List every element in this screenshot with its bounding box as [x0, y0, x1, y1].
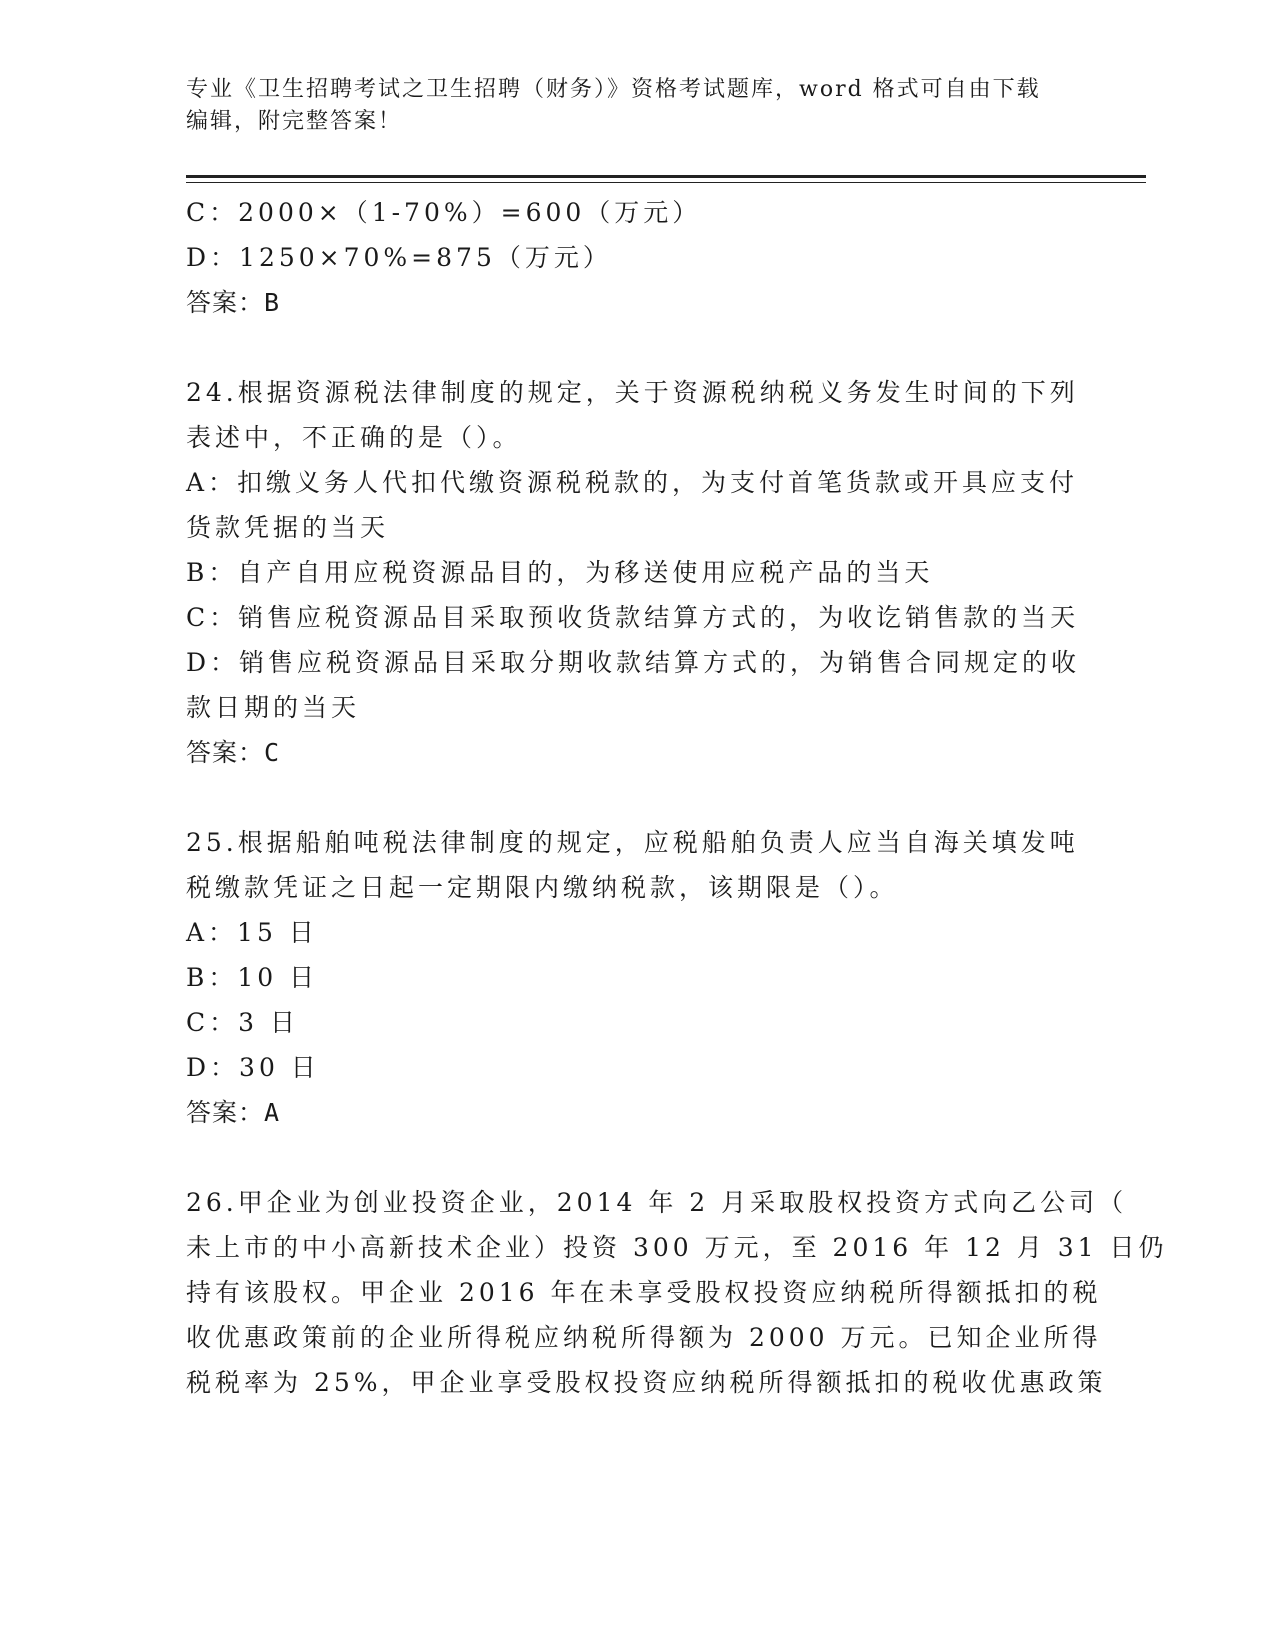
question-25: [186, 820, 1086, 1135]
spacer: [186, 775, 1086, 820]
option-d: D：30 日: [186, 1053, 320, 1082]
answer: 答案：B: [186, 288, 281, 317]
previous-question-tail: [186, 190, 1086, 325]
option-c: C：2000×（1-70%）=600（万元）: [186, 198, 702, 227]
spacer: [186, 1135, 1086, 1180]
option-a: 货款凭据的当天: [186, 513, 390, 542]
header-line-2: 编辑，附完整答案！: [186, 109, 403, 134]
option-d: D：1250×70%=875（万元）: [186, 243, 612, 272]
header-rule-thin: [186, 182, 1146, 183]
answer: 答案：A: [186, 1098, 281, 1127]
question-stem: 持有该股权。甲企业 2016 年在未享受股权投资应纳税所得额抵扣的税: [186, 1278, 1102, 1307]
question-stem: 税税率为 25%，甲企业享受股权投资应纳税所得额抵扣的税收优惠政策: [186, 1368, 1107, 1397]
option-d: 款日期的当天: [186, 693, 361, 722]
option-d: D：销售应税资源品目采取分期收款结算方式的，为销售合同规定的收: [186, 648, 1081, 677]
question-stem: 未上市的中小高新技术企业）投资 300 万元，至 2016 年 12 月 31 日仍: [186, 1233, 1168, 1262]
answer: 答案：C: [186, 738, 281, 767]
question-stem: 表述中，不正确的是（）。: [186, 423, 522, 452]
question-stem: 26.甲企业为创业投资企业，2014 年 2 月采取股权投资方式向乙公司（: [186, 1188, 1128, 1217]
question-stem: 收优惠政策前的企业所得税应纳税所得额为 2000 万元。已知企业所得: [186, 1323, 1102, 1352]
document-header: [186, 74, 1066, 138]
option-b: B：10 日: [186, 963, 319, 992]
spacer: [186, 325, 1086, 370]
document-body: [186, 190, 1168, 1405]
option-c: C：3 日: [186, 1008, 299, 1037]
question-24: [186, 370, 1086, 775]
question-26: [186, 1180, 1168, 1405]
header-rule-thick: [186, 175, 1146, 178]
question-stem: 税缴款凭证之日起一定期限内缴纳税款，该期限是（）。: [186, 873, 899, 902]
question-stem: 24.根据资源税法律制度的规定，关于资源税纳税义务发生时间的下列: [186, 378, 1079, 407]
option-a: A：扣缴义务人代扣代缴资源税税款的，为支付首笔货款或开具应支付: [186, 468, 1079, 497]
option-a: A：15 日: [186, 918, 318, 947]
question-stem: 25.根据船舶吨税法律制度的规定，应税船舶负责人应当自海关填发吨: [186, 828, 1079, 857]
option-b: B：自产自用应税资源品目的，为移送使用应税产品的当天: [186, 558, 934, 587]
header-line-1: 专业《卫生招聘考试之卫生招聘（财务）》资格考试题库，word 格式可自由下载: [186, 77, 1041, 102]
option-c: C：销售应税资源品目采取预收货款结算方式的，为收讫销售款的当天: [186, 603, 1080, 632]
